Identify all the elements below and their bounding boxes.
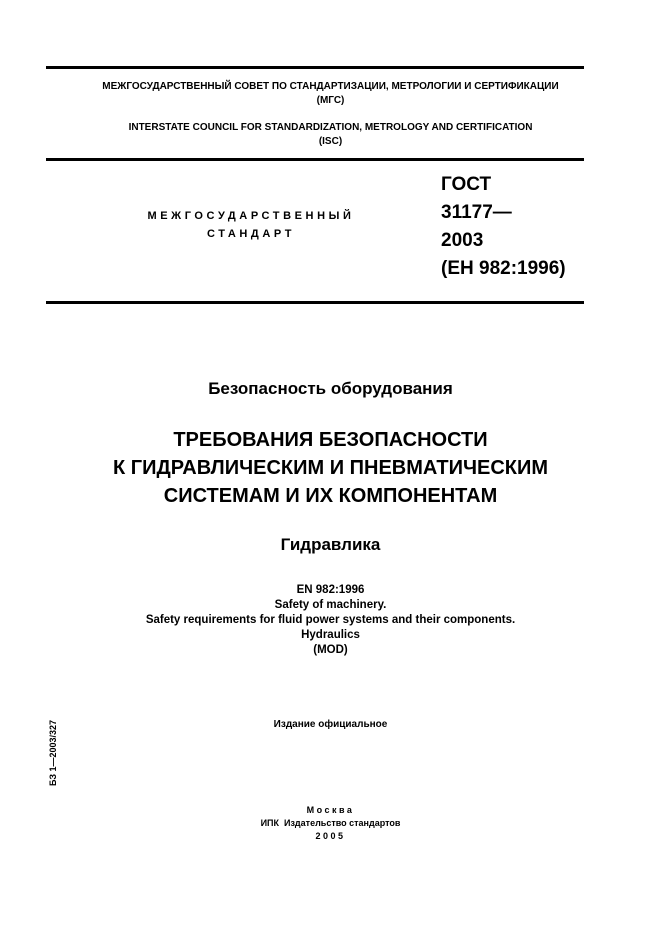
title-line2: К ГИДРАВЛИЧЕСКИМ И ПНЕВМАТИЧЕСКИМ bbox=[112, 457, 549, 479]
council-en bbox=[0, 121, 661, 149]
gost-en-equivalent: (ЕН 982:1996) bbox=[441, 258, 566, 279]
council-ru-name: МЕЖГОСУДАРСТВЕННЫЙ СОВЕТ ПО СТАНДАРТИЗАЦИИ, МЕТРОЛОГИИ И СЕРТИФИКАЦИИ bbox=[102, 81, 559, 92]
title-line1: ТРЕБОВАНИЯ БЕЗОПАСНОСТИ bbox=[173, 429, 488, 451]
council-ru bbox=[0, 80, 661, 108]
document-part: Гидравлика bbox=[280, 535, 381, 554]
header-rule bbox=[46, 158, 584, 161]
en-reference-number: EN 982:1996 bbox=[296, 584, 365, 596]
council-en-abbr: (ISC) bbox=[318, 136, 343, 147]
document-title bbox=[0, 426, 661, 510]
gost-number: 31177— bbox=[441, 202, 512, 223]
document-subtitle: Безопасность оборудования bbox=[208, 379, 453, 398]
top-rule bbox=[46, 66, 584, 69]
imprint-year: 2005 bbox=[315, 831, 346, 841]
en-reference bbox=[0, 583, 661, 658]
gost-designation bbox=[441, 171, 566, 283]
standard-type bbox=[120, 207, 382, 243]
imprint bbox=[0, 804, 661, 843]
side-note: БЗ 1—2003/327 bbox=[48, 719, 58, 787]
gost-label: ГОСТ bbox=[441, 174, 492, 195]
en-reference-line3: Safety requirements for fluid power systems and their components. bbox=[145, 614, 516, 626]
edition-note: Издание официальное bbox=[273, 719, 388, 730]
council-en-name: INTERSTATE COUNCIL FOR STANDARDIZATION, METROLOGY AND CERTIFICATION bbox=[128, 122, 533, 133]
council-ru-abbr: (МГС) bbox=[316, 95, 345, 106]
title-line3: СИСТЕМАМ И ИХ КОМПОНЕНТАМ bbox=[163, 485, 498, 507]
standard-type-line2: СТАНДАРТ bbox=[206, 228, 296, 240]
gost-year: 2003 bbox=[441, 230, 484, 251]
standard-type-line1: МЕЖГОСУДАРСТВЕННЫЙ bbox=[147, 210, 355, 222]
en-reference-line4: Hydraulics bbox=[301, 629, 360, 641]
imprint-publisher: ИПК Издательство стандартов bbox=[260, 818, 401, 828]
designation-rule bbox=[46, 301, 584, 304]
imprint-city: Москва bbox=[306, 805, 355, 815]
en-reference-line5: (MOD) bbox=[313, 644, 348, 656]
en-reference-line2: Safety of machinery. bbox=[274, 599, 387, 611]
